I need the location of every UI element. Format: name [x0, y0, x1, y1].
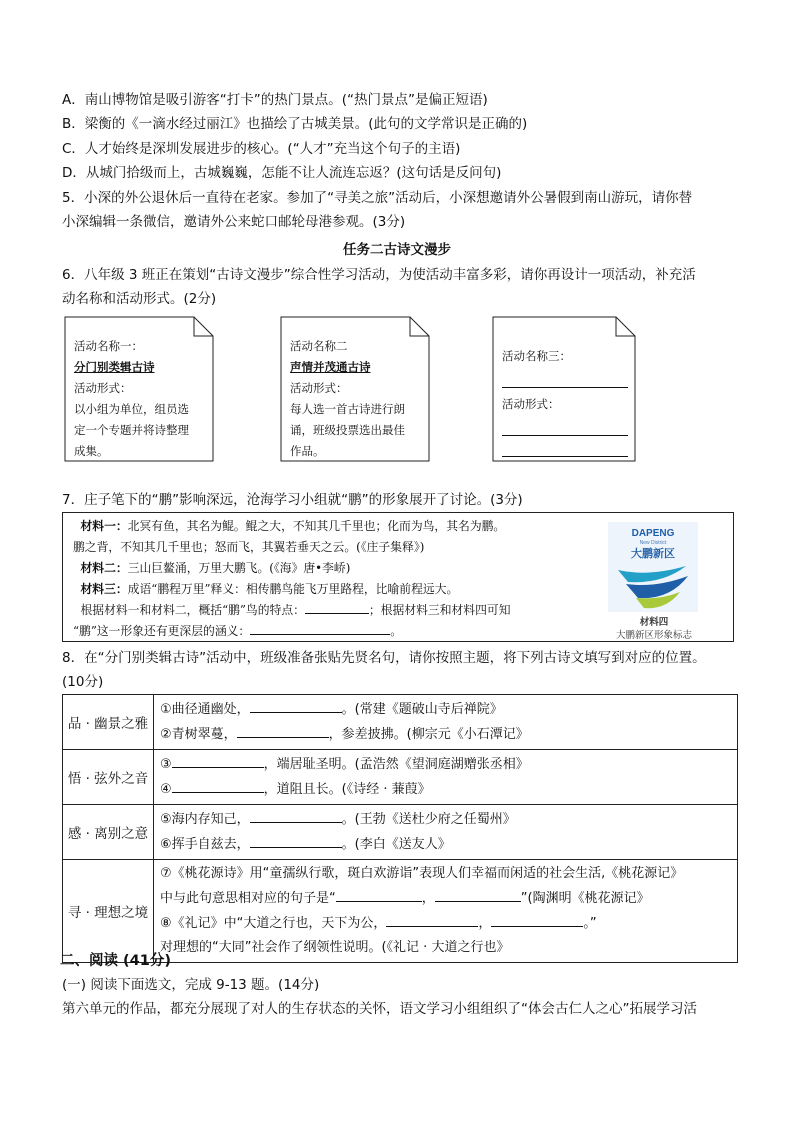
m2-label: 材料二：: [80, 561, 128, 575]
poem-source: ”(陶渊明《桃花源记》: [520, 891, 650, 906]
ask2: “鹏”这一形象还有更深层的涵义：: [73, 624, 251, 638]
blank-3[interactable]: [172, 752, 264, 768]
card2-title: 声情并茂通古诗: [290, 360, 371, 374]
poem-text: ③: [160, 757, 172, 772]
poem-text: ②青树翠蔓，: [160, 727, 237, 742]
table-row: 寻 · 理想之境 ⑦《桃花源诗》用“童孺纵行歌，斑白欢游诣”表现人们幸福而闲适的社会生活,《桃花源记》 中与此句意思相对应的句子是“ ， ”(陶渊明《桃花源记》 ⑧《礼记》中“大道之行也，天下为公， ， 。” 对理想的“大同”社会作了纲领性说明。(《礼记 · 大道之行也》: [63, 860, 738, 963]
card1-desc-3: 成集。: [74, 444, 109, 458]
q8-line2: (10分): [62, 674, 104, 690]
card1-title: 分门别类辑古诗: [74, 360, 155, 374]
q5-line1: 5．小深的外公退休后一直待在老家。参加了“寻美之旅”活动后，小深想邀请外公暑假到南山游玩，请你替: [62, 190, 693, 206]
card1-name-label: 活动名称一：: [74, 339, 143, 353]
blank-1[interactable]: [250, 697, 342, 713]
m3-text: 成语“鹏程万里”释义：相传鹏鸟能飞万里路程，比喻前程远大。: [127, 582, 459, 596]
poem-text: 对理想的“大同”社会作了纲领性说明。(《礼记 · 大道之行也》: [160, 940, 510, 955]
m1-label: 材料一：: [80, 519, 128, 533]
section2-sub: (一) 阅读下面选文，完成 9-13 题。(14分): [62, 977, 320, 993]
poem-source: ，端居耻圣明。(孟浩然《望洞庭湖赠张丞相》: [263, 757, 529, 772]
card2-desc-3: 作品。: [290, 444, 325, 458]
table-row: [63, 695, 738, 750]
poem-source: 。(王勃《送杜少府之任蜀州》: [341, 812, 516, 827]
blank-8[interactable]: [435, 886, 521, 902]
blank-7[interactable]: [336, 886, 422, 902]
option-a: A．南山博物馆是吸引游客“打卡”的热门景点。(“热门景点”是偏正短语): [62, 92, 488, 108]
card2-name-label: 活动名称二: [290, 339, 348, 353]
card2-form-label: 活动形式：: [290, 381, 348, 395]
card3-form-blank-1[interactable]: [502, 417, 628, 436]
section2-intro: 第六单元的作品，都充分展现了对人的生存状态的关怀，语文学习小组组织了“体会古仁人之心”拓展学习活: [62, 1001, 697, 1017]
category-cell: 悟 · 弦外之音: [63, 750, 154, 805]
section2-title: 二、阅读 (41分): [60, 953, 171, 969]
poem-text: ⑥挥手自兹去，: [160, 837, 250, 852]
poem-source: 。(李白《送友人》: [341, 837, 451, 852]
ask2-blank[interactable]: [250, 621, 390, 635]
table-row: [63, 805, 738, 860]
card3-form-label: 活动形式：: [502, 397, 560, 411]
card3-form-blank-2[interactable]: [502, 438, 628, 457]
option-d: D．从城门拾级而上，古城巍巍，怎能不让人流连忘返？(这句话是反问句): [62, 165, 502, 181]
q6-line1: 6．八年级 3 班正在策划“古诗文漫步”综合性学习活动，为使活动丰富多彩，请你再设计一项活动，补充活: [62, 267, 696, 283]
blank-6[interactable]: [250, 832, 342, 848]
logo-cn: 大鹏新区: [631, 547, 675, 560]
m1-line2: 鹏之背，不知其几千里也；怒而飞，其翼若垂天之云。(《庄子集释》): [73, 540, 425, 554]
logo-sub: New District: [639, 540, 667, 546]
category-cell: 品 · 幽景之雅: [63, 695, 154, 750]
blank-9[interactable]: [386, 911, 478, 927]
q8-line1: 8．在“分门别类辑古诗”活动中，班级准备张贴先贤名句，请你按照主题，将下列古诗文填写到对应的位置。: [62, 650, 706, 666]
poem-source: ，道阻且长。(《诗经 · 蒹葭》: [263, 782, 431, 797]
ask1-tail: ；根据材料三和材料四可知: [368, 603, 511, 617]
poem-text: ⑦《桃花源诗》用“童孺纵行歌，斑白欢游诣”表现人们幸福而闲适的社会生活,《桃花源记》: [160, 866, 684, 881]
ask1: 根据材料一和材料二，概括“鹏”鸟的特点：: [80, 603, 305, 617]
table-row: [63, 750, 738, 805]
poem-source: 。(常建《题破山寺后禅院》: [341, 702, 503, 717]
card2-desc-1: 每人选一首古诗进行朗: [290, 402, 405, 416]
blank-5[interactable]: [250, 807, 342, 823]
blank-10[interactable]: [491, 911, 583, 927]
q6-line2: 动名称和活动形式。(2分): [62, 291, 217, 307]
poem-text: 中与此句意思相对应的句子是“: [160, 891, 336, 906]
m3-label: 材料三：: [80, 582, 128, 596]
m4-caption: 大鹏新区形象标志: [615, 630, 692, 641]
activity-card-2: [280, 316, 428, 460]
blank-4[interactable]: [172, 777, 264, 793]
poem-source: ，参差披拂。(柳宗元《小石潭记》: [328, 727, 529, 742]
card2-desc-2: 诵，班级投票选出最佳: [290, 423, 405, 437]
card1-form-label: 活动形式：: [74, 381, 132, 395]
dapeng-logo: [608, 522, 698, 612]
q5-line2: 小深编辑一条微信，邀请外公来蛇口邮轮母港参观。(3分): [62, 214, 406, 230]
task2-title: 任务二古诗文漫步: [343, 242, 451, 258]
m4-label: 材料四: [639, 617, 669, 628]
activity-card-1: [64, 316, 212, 460]
option-c: C．人才始终是深圳发展进步的核心。(“人才”充当这个句子的主语): [62, 141, 461, 157]
q7-stem: 7．庄子笔下的“鹏”影响深远，沧海学习小组就“鹏”的形象展开了讨论。(3分): [62, 492, 523, 508]
poem-text: ④: [160, 782, 172, 797]
dapeng-wing-icon: [608, 522, 698, 612]
option-b: B．梁衡的《一滴水经过丽江》也描绘了古城美景。(此句的文学常识是正确的): [62, 116, 528, 132]
card3-name-blank[interactable]: [502, 369, 628, 388]
poem-text: ⑧《礼记》中“大道之行也，天下为公，: [160, 916, 387, 931]
ask2-tail: 。: [390, 624, 403, 638]
card1-desc-1: 以小组为单位，组员选: [74, 402, 189, 416]
activity-card-3: [492, 316, 634, 460]
ask1-blank[interactable]: [305, 600, 369, 614]
card1-desc-2: 定一个专题并将诗整理: [74, 423, 189, 437]
card3-name-label: 活动名称三：: [502, 349, 571, 363]
poem-text: ①曲径通幽处，: [160, 702, 250, 717]
m1-text: 北冥有鱼，其名为鲲。鲲之大，不知其几千里也；化而为鸟，其名为鹏。: [127, 519, 506, 533]
logo-en: DAPENG: [631, 528, 675, 539]
category-cell: 寻 · 理想之境: [63, 860, 154, 963]
blank-2[interactable]: [237, 722, 329, 738]
category-cell: 感 · 离别之意: [63, 805, 154, 860]
poem-text: ⑤海内存知己，: [160, 812, 250, 827]
poem-table: [62, 694, 738, 963]
m2-text: 三山巨鳌涌，万里大鹏飞。(《海》唐•李峤): [127, 561, 351, 575]
